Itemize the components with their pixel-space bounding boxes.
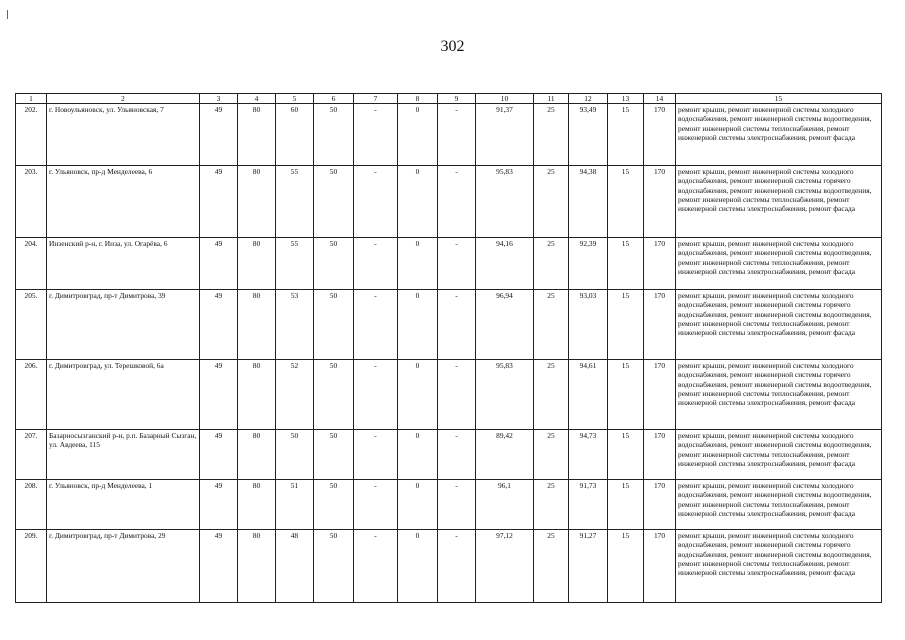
col-10-value: 89,42 [476,430,534,480]
col-3-value: 49 [200,430,238,480]
column-header: 11 [534,94,569,104]
col-6-value: 50 [314,480,354,530]
col-6-value: 50 [314,430,354,480]
works-description: ремонт крыши, ремонт инженерной системы холодного водоснабжения, ремонт инженерной системы водоотведения, ремонт инженерной системы теплоснабжения, ремонт инженерной системы электроснабжения, ремонт фасада [676,238,882,290]
col-6-value: 50 [314,104,354,166]
col-12-value: 94,73 [569,430,608,480]
address: Инзенский р-н, г. Инза, ул. Огарёва, 6 [47,238,200,290]
col-9-value: - [438,166,476,238]
col-14-value: 170 [644,360,676,430]
col-14-value: 170 [644,104,676,166]
col-9-value: - [438,290,476,360]
col-14-value: 170 [644,430,676,480]
column-number-header-row [16,94,882,104]
col-5-value: 51 [276,480,314,530]
table-row [16,290,882,360]
row-number: 202. [16,104,47,166]
column-header: 13 [608,94,644,104]
column-header: 2 [47,94,200,104]
col-8-value: 0 [398,360,438,430]
table-row [16,104,882,166]
col-10-value: 96,1 [476,480,534,530]
col-11-value: 25 [534,166,569,238]
col-10-value: 95,83 [476,166,534,238]
col-4-value: 80 [238,530,276,603]
works-description: ремонт крыши, ремонт инженерной системы холодного водоснабжения, ремонт инженерной системы горячего водоснабжения, ремонт инженерной системы водоотведения, ремонт инженерной системы теплоснабжения, ремонт инженерной системы электроснабжения, ремонт фасада [676,166,882,238]
col-3-value: 49 [200,360,238,430]
col-4-value: 80 [238,166,276,238]
row-number: 206. [16,360,47,430]
address: г. Ульяновск, пр-д Менделеева, 6 [47,166,200,238]
col-3-value: 49 [200,530,238,603]
works-description: ремонт крыши, ремонт инженерной системы холодного водоснабжения, ремонт инженерной системы водоотведения, ремонт инженерной системы теплоснабжения, ремонт инженерной системы электроснабжения, ремонт фасада [676,480,882,530]
col-7-value: - [354,238,398,290]
col-8-value: 0 [398,166,438,238]
col-3-value: 49 [200,104,238,166]
column-header: 10 [476,94,534,104]
col-4-value: 80 [238,290,276,360]
col-5-value: 52 [276,360,314,430]
col-12-value: 93,03 [569,290,608,360]
column-header: 1 [16,94,47,104]
table-body [16,94,882,603]
col-8-value: 0 [398,290,438,360]
col-14-value: 170 [644,166,676,238]
address: г. Ульяновск, пр-д Менделеева, 1 [47,480,200,530]
col-14-value: 170 [644,530,676,603]
col-8-value: 0 [398,238,438,290]
col-13-value: 15 [608,166,644,238]
col-12-value: 91,27 [569,530,608,603]
col-13-value: 15 [608,430,644,480]
col-6-value: 50 [314,530,354,603]
col-10-value: 97,12 [476,530,534,603]
row-number: 205. [16,290,47,360]
column-header: 6 [314,94,354,104]
col-13-value: 15 [608,530,644,603]
col-12-value: 94,61 [569,360,608,430]
col-6-value: 50 [314,360,354,430]
col-5-value: 55 [276,166,314,238]
address: г. Димитровград, пр-т Димитрова, 29 [47,530,200,603]
col-8-value: 0 [398,530,438,603]
row-number: 209. [16,530,47,603]
works-description: ремонт крыши, ремонт инженерной системы холодного водоснабжения, ремонт инженерной системы горячего водоснабжения, ремонт инженерной системы водоотведения, ремонт инженерной системы теплоснабжения, ремонт инженерной системы электроснабжения, ремонт фасада [676,290,882,360]
column-header: 5 [276,94,314,104]
table-row [16,238,882,290]
page-number: 302 [440,38,465,55]
col-14-value: 170 [644,238,676,290]
col-5-value: 53 [276,290,314,360]
col-7-value: - [354,360,398,430]
col-13-value: 15 [608,104,644,166]
address: г. Димитровград, пр-т Димитрова, 39 [47,290,200,360]
col-8-value: 0 [398,430,438,480]
col-5-value: 50 [276,430,314,480]
col-7-value: - [354,290,398,360]
col-4-value: 80 [238,360,276,430]
col-9-value: - [438,530,476,603]
col-7-value: - [354,530,398,603]
column-header: 4 [238,94,276,104]
row-number: 203. [16,166,47,238]
column-header: 8 [398,94,438,104]
col-8-value: 0 [398,104,438,166]
col-14-value: 170 [644,480,676,530]
address: г. Новоульяновск, ул. Ульяновская, 7 [47,104,200,166]
address: г. Димитровград, ул. Терешковой, 6а [47,360,200,430]
col-7-value: - [354,166,398,238]
col-10-value: 94,16 [476,238,534,290]
repair-program-table [15,93,882,603]
column-header: 12 [569,94,608,104]
col-4-value: 80 [238,238,276,290]
col-11-value: 25 [534,104,569,166]
col-9-value: - [438,430,476,480]
column-header: 15 [676,94,882,104]
col-9-value: - [438,360,476,430]
col-11-value: 25 [534,360,569,430]
col-11-value: 25 [534,430,569,480]
col-10-value: 96,94 [476,290,534,360]
works-description: ремонт крыши, ремонт инженерной системы холодного водоснабжения, ремонт инженерной системы водоотведения, ремонт инженерной системы теплоснабжения, ремонт инженерной системы электроснабжения, ремонт фасада [676,104,882,166]
works-description: ремонт крыши, ремонт инженерной системы холодного водоснабжения, ремонт инженерной системы водоотведения, ремонт инженерной системы теплоснабжения, ремонт инженерной системы электроснабжения, ремонт фасада [676,430,882,480]
col-13-value: 15 [608,480,644,530]
col-11-value: 25 [534,480,569,530]
scan-artifact-mark [7,10,8,19]
col-5-value: 48 [276,530,314,603]
col-9-value: - [438,480,476,530]
col-6-value: 50 [314,290,354,360]
column-header: 7 [354,94,398,104]
col-10-value: 95,83 [476,360,534,430]
col-8-value: 0 [398,480,438,530]
works-description: ремонт крыши, ремонт инженерной системы холодного водоснабжения, ремонт инженерной системы горячего водоснабжения, ремонт инженерной системы водоотведения, ремонт инженерной системы теплоснабжения, ремонт инженерной системы электроснабжения, ремонт фасада [676,530,882,603]
col-13-value: 15 [608,238,644,290]
col-5-value: 55 [276,238,314,290]
col-6-value: 50 [314,238,354,290]
col-9-value: - [438,238,476,290]
col-13-value: 15 [608,290,644,360]
row-number: 207. [16,430,47,480]
col-11-value: 25 [534,290,569,360]
col-3-value: 49 [200,166,238,238]
col-14-value: 170 [644,290,676,360]
col-4-value: 80 [238,430,276,480]
col-12-value: 92,39 [569,238,608,290]
col-7-value: - [354,104,398,166]
col-7-value: - [354,480,398,530]
col-11-value: 25 [534,530,569,603]
address: Базарносызганский р-н, р.п. Базарный Сызган, ул. Авдеева, 115 [47,430,200,480]
col-3-value: 49 [200,290,238,360]
col-10-value: 91,37 [476,104,534,166]
table-row [16,530,882,603]
col-9-value: - [438,104,476,166]
table-row [16,480,882,530]
column-header: 14 [644,94,676,104]
table-row [16,360,882,430]
row-number: 204. [16,238,47,290]
col-12-value: 93,49 [569,104,608,166]
table-row [16,430,882,480]
col-5-value: 60 [276,104,314,166]
col-13-value: 15 [608,360,644,430]
table-row [16,166,882,238]
col-3-value: 49 [200,480,238,530]
col-12-value: 91,73 [569,480,608,530]
col-7-value: - [354,430,398,480]
works-description: ремонт крыши, ремонт инженерной системы холодного водоснабжения, ремонт инженерной системы горячего водоснабжения, ремонт инженерной системы водоотведения, ремонт инженерной системы теплоснабжения, ремонт инженерной системы электроснабжения, ремонт фасада [676,360,882,430]
col-12-value: 94,38 [569,166,608,238]
column-header: 9 [438,94,476,104]
column-header: 3 [200,94,238,104]
col-3-value: 49 [200,238,238,290]
col-4-value: 80 [238,104,276,166]
col-6-value: 50 [314,166,354,238]
row-number: 208. [16,480,47,530]
col-4-value: 80 [238,480,276,530]
col-11-value: 25 [534,238,569,290]
